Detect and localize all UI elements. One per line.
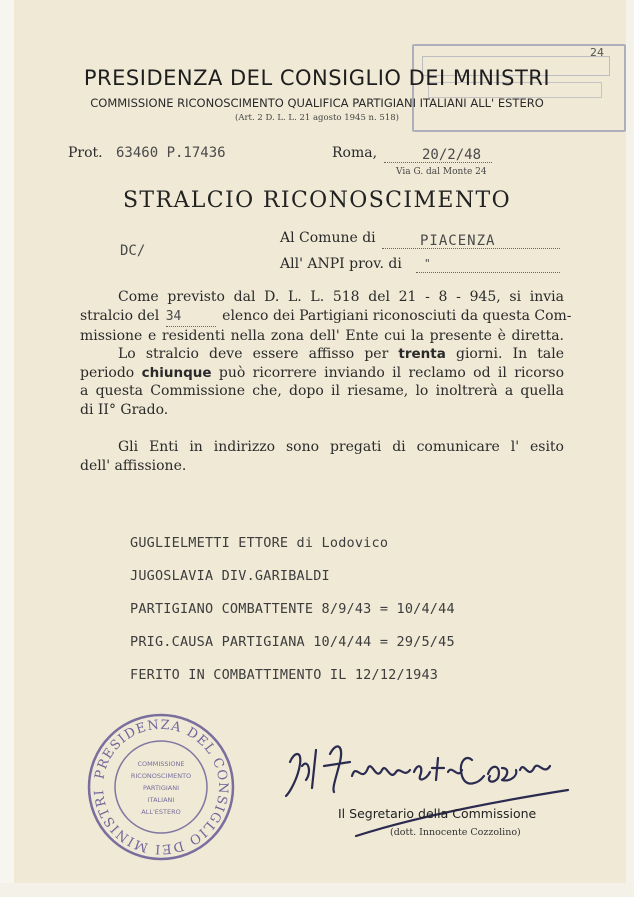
emphasis-word: trenta xyxy=(398,346,446,362)
list-number: 34 xyxy=(165,308,182,324)
typed-entry: JUGOSLAVIA DIV.GARIBALDI xyxy=(130,568,330,584)
header-legal-reference: (Art. 2 D. L. L. 21 agosto 1945 n. 518) xyxy=(235,113,399,123)
seal-center-text: ALL'ESTERO xyxy=(141,808,181,816)
seal-ring-text: PRESIDENZA DEL CONSIGLIO DEI MINISTRI xyxy=(91,717,231,857)
header-title: PRESIDENZA DEL CONSIGLIO DEI MINISTRI xyxy=(83,66,551,90)
body-line: di II° Grado. xyxy=(80,401,169,418)
body-line xyxy=(80,307,572,328)
signatory-title: Il Segretario della Commissione xyxy=(338,806,537,821)
body-paragraph-3 xyxy=(80,438,564,475)
body-text: può ricorrere inviando il reclamo od il ricorso xyxy=(218,364,564,381)
paper-edge-left xyxy=(0,0,14,897)
body-line xyxy=(80,364,564,383)
body-line: Gli Enti in indirizzo sono pregati di comunicare l' esito xyxy=(118,439,564,455)
comune-label: Al Comune di xyxy=(280,230,376,246)
anpi-label: All' ANPI prov. di xyxy=(280,256,402,272)
handwritten-signature-icon xyxy=(272,732,572,842)
seal-center-text: COMMISSIONE xyxy=(137,760,185,768)
body-text: Lo stralcio deve essere affisso per xyxy=(118,346,389,362)
body-line: dell' affissione. xyxy=(80,457,187,474)
protocol-label: Prot. xyxy=(68,145,103,161)
body-line: missione e residenti nella zona dell' Ente cui la presente è diretta. xyxy=(80,328,564,344)
paper-edge-right xyxy=(626,0,634,897)
body-text: stralcio del xyxy=(80,307,160,324)
official-seal-icon xyxy=(86,712,236,862)
body-paragraph-1 xyxy=(80,288,572,346)
seal-center-text: ITALIANI xyxy=(147,796,175,804)
typed-entry: PARTIGIANO COMBATTENTE 8/9/43 = 10/4/44 xyxy=(130,601,455,617)
body-text: periodo xyxy=(80,364,135,381)
body-paragraph-2 xyxy=(80,345,564,419)
emphasis-word: chiunque xyxy=(141,364,212,381)
comune-value: PIACENZA xyxy=(420,233,496,249)
list-number-field xyxy=(166,307,216,328)
body-text: giorni. In tale xyxy=(455,346,565,362)
date-value: 20/2/48 xyxy=(422,147,482,163)
body-text: elenco dei Partigiani riconosciuti da questa Com- xyxy=(222,307,572,324)
recipient-initials: DC/ xyxy=(120,243,146,259)
body-line: Come previsto dal D. L. L. 518 del 21 - 8 - 945, si invia xyxy=(118,289,564,305)
paper-edge-bottom xyxy=(0,883,634,897)
typed-entry: GUGLIELMETTI ETTORE di Lodovico xyxy=(130,535,389,551)
seal-center-text: PARTIGIANI xyxy=(142,784,180,792)
place-label: Roma, xyxy=(332,145,378,161)
document-title: STRALCIO RICONOSCIMENTO xyxy=(122,188,512,213)
signatory-name: (dott. Innocente Cozzolino) xyxy=(390,827,521,838)
typed-entry: FERITO IN COMBATTIMENTO IL 12/12/1943 xyxy=(130,667,439,683)
anpi-value: " xyxy=(424,257,431,270)
body-line: a questa Commissione che, dopo il riesame, lo inoltrerà a quella xyxy=(80,383,564,399)
seal-center-text: RICONOSCIMENTO xyxy=(130,772,192,780)
header-subtitle: COMMISSIONE RICONOSCIMENTO QUALIFICA PARTIGIANI ITALIANI ALL' ESTERO xyxy=(90,96,544,110)
body-line xyxy=(80,345,564,364)
office-address: Via G. dal Monte 24 xyxy=(396,167,487,177)
corner-note: 24 xyxy=(590,46,604,59)
anpi-dotted-line xyxy=(416,272,560,273)
typed-entry: PRIG.CAUSA PARTIGIANA 10/4/44 = 29/5/45 xyxy=(130,634,455,650)
protocol-value: 63460 P.17436 xyxy=(116,145,226,161)
